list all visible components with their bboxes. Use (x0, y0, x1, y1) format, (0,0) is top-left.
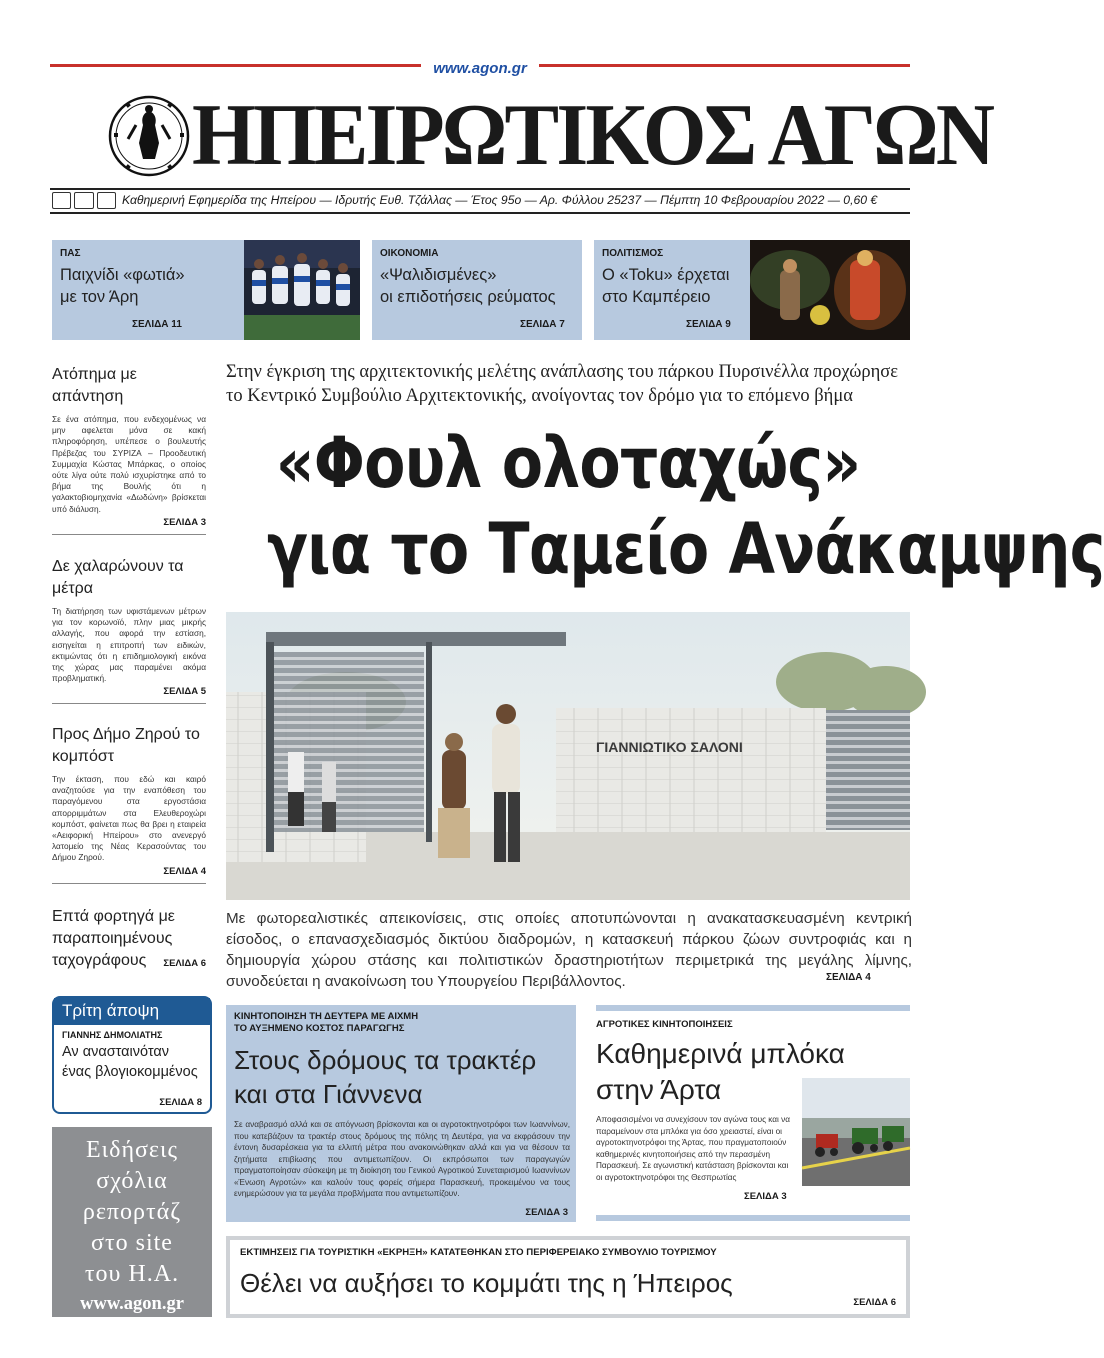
publisher-logo-icon (52, 192, 71, 209)
info-rule-bottom (50, 212, 910, 214)
promo-line: Ειδήσεις (86, 1137, 178, 1163)
teaser-title-line: οι επιδοτήσεις ρεύματος (380, 288, 556, 306)
title-line: Στους δρόμους τα τρακτέρ (234, 1045, 537, 1075)
title-line: και στα Γιάννενα (234, 1079, 423, 1109)
brief-title: Ατόπημα με απάντηση (52, 366, 137, 405)
publisher-logo-icon (97, 192, 116, 209)
brief-title: Προς Δήμο Ζηρού το κομπόστ (52, 726, 200, 765)
third-view-column[interactable] (52, 996, 212, 1114)
brief-text: Σε ένα ατόπημα, που ενδεχομένως να μην αφελεται μόνα σε κακή πληροφόρηση, υπέπεσε ο βουλευτής Πρέβεζας του ΣΥΡΙΖΑ – Προοδευτική Συμμαχία Κώστας Μπάρκας, ο οποίος ούτε λίγα ούτε πολύ ισχυρίστηκε από το βήμα της Βουλής ότι η γαλακτοβιομηχανία «Δωδώνη» βρίσκεται υπό διάλυση. (52, 414, 206, 514)
teaser-culture[interactable] (594, 240, 910, 340)
tourism-page: ΣΕΛΙΔΑ 6 (853, 1297, 896, 1308)
teaser-title-line: με τον Άρη (60, 288, 139, 306)
arta-bottom-bar (596, 1215, 910, 1221)
kicker-line: ΤΟ ΑΥΞΗΜΕΝΟ ΚΟΣΤΟΣ ΠΑΡΑΓΩΓΗΣ (234, 1023, 405, 1034)
site-promo-box[interactable] (52, 1127, 212, 1317)
football-players-photo (244, 240, 360, 340)
issue-info-line: Καθημερινή Εφημερίδα της Ηπείρου — Ιδρυτής Ευθ. Τζάλλας — Έτος 95ο — Αρ. Φύλλου 25237 — Πέμπτη 10 Φεβρουαρίου 2022 — 0,60 € (122, 193, 878, 207)
teaser-page: ΣΕΛΙΔΑ 7 (520, 319, 565, 330)
brief-title: Επτά φορτηγά με παραποιημένους ταχογράφους (52, 908, 175, 969)
photo-sign-text: ΓΙΑΝΝΙΩΤΙΚΟ ΣΑΛΟΝΙ (596, 739, 743, 755)
brief-4[interactable] (52, 906, 206, 969)
brief-page: ΣΕΛΙΔΑ 6 (163, 958, 206, 969)
third-view-title (54, 1040, 210, 1082)
teaser-title (60, 264, 185, 308)
teaser-category: ΠΟΛΙΤΙΣΜΟΣ (602, 248, 664, 259)
brief-page: ΣΕΛΙΔΑ 3 (163, 516, 206, 528)
tractors-title (234, 1043, 536, 1111)
headline-line: «Φουλ ολοταχώς» (275, 422, 861, 504)
arta-kicker: ΑΓΡΟΤΙΚΕΣ ΚΙΝΗΤΟΠΟΙΗΣΕΙΣ (596, 1019, 733, 1030)
main-photo-caption: Με φωτορεαλιστικές απεικονίσεις, στις οποίες αποτυπώνονται η ανακατασκευασμένη κεντρική είσοδος, ο επανασχεδιασμός δικτύου διαδρομών, η κατασκευή πάρκου ζώων συντροφιάς και η δημιουργία χώρου στάσης και πολιτιστικών δραστηριοτήτων περιμετρικά της μεγάλης λίμνης, συνοδεύεται η ανακοίνωση του Υπουργείου Περιβάλλοντος. (226, 910, 912, 990)
promo-url-link[interactable]: www.agon.gr (80, 1294, 184, 1314)
main-headline[interactable] (267, 420, 1104, 592)
title-line: ένας βλογιοκομμένος (62, 1064, 198, 1080)
publisher-logo-icon (74, 192, 93, 209)
arta-top-bar (596, 1005, 910, 1011)
brief-divider (52, 534, 206, 535)
teaser-title (602, 264, 729, 308)
title-line: Αν ανασταινόταν (62, 1044, 170, 1060)
header-url-link[interactable]: www.agon.gr (421, 60, 539, 77)
brief-3[interactable] (52, 724, 206, 884)
tractors-page: ΣΕΛΙΔΑ 3 (525, 1207, 568, 1218)
teaser-title-line: Ο «Toku» έρχεται (602, 266, 730, 284)
teaser-category: ΠΑΣ (60, 248, 81, 259)
tractors-blockade-photo (802, 1078, 910, 1186)
third-view-header: Τρίτη άποψη (54, 998, 210, 1025)
teaser-sports[interactable] (52, 240, 360, 340)
teaser-title-line: «Ψαλιδισμένες» (380, 266, 497, 284)
brief-title: Δε χαλαρώνουν τα μέτρα (52, 558, 184, 597)
teaser-title-line: στο Καμπέρειο (602, 288, 711, 306)
arta-page: ΣΕΛΙΔΑ 3 (744, 1191, 787, 1202)
promo-lines (52, 1135, 212, 1290)
headline-line: για το Ταμείο Ανάκαμψης (267, 508, 1104, 590)
teaser-page: ΣΕΛΙΔΑ 9 (686, 319, 731, 330)
brief-text: Την έκταση, που εδώ και καιρό αναζητούσε για την εναπόθεση του παραγόμενου στα εργοστάσια απορριμμάτων στα Ελευθεροχώρι κομπόστ, φαίνεται πως θα βρει η εταιρεία «Αειφορική Ηπείρου» στο ανενεργό λατομείο της Νέας Κερασούντας του Δήμου Ζηρού. (52, 774, 206, 863)
park-entrance-rendering-photo (226, 612, 910, 900)
title-line: στην Άρτα (596, 1074, 722, 1105)
brief-text: Τη διατήρηση των υφιστάμενων μέτρων για τον κορωνοϊό, πλην μιας μικρής αλλαγής, που αφορά την εστίαση, εισηγείται η επιτροπή των ειδικών, εκτιμώντας ότι η επιδημιολογική εικόνα της χώρας μας παραμένει ακόμα προβληματική. (52, 606, 206, 684)
title-line: Καθημερινά μπλόκα (596, 1038, 845, 1069)
tractors-kicker (234, 1011, 418, 1035)
arta-text: Αποφασισμένοι να συνεχίσουν τον αγώνα τους και να παραμείνουν στα μπλόκα για όσο χρειαστεί, είναι οι αγροτοκτηνοτρόφοι της Άρτας, που πραγματοποιούν καθημερινές κινητοποιήσεις από την περασμένη Παρασκευή. Σε αγωνιστική κατάσταση βρίσκονται και οι αγροτοκτηνοτρόφοι της Θεσπρωτίας (596, 1115, 790, 1182)
brief-page: ΣΕΛΙΔΑ 5 (163, 686, 206, 698)
brief-divider (52, 703, 206, 704)
publisher-logos (52, 192, 116, 209)
info-rule-top (50, 188, 910, 190)
promo-line: στο site (91, 1230, 173, 1256)
brief-divider (52, 883, 206, 884)
tourism-kicker: ΕΚΤΙΜΗΣΕΙΣ ΓΙΑ ΤΟΥΡΙΣΤΙΚΗ «ΕΚΡΗΞΗ» ΚΑΤΑΤΕΘΗΚΑΝ ΣΤΟ ΠΕΡΙΦΕΡΕΙΑΚΟ ΣΥΜΒΟΥΛΙΟ ΤΟΥΡΙΣΜΟΥ (240, 1247, 717, 1258)
third-view-page: ΣΕΛΙΔΑ 8 (159, 1097, 202, 1108)
promo-line: του Η.Α. (84, 1261, 180, 1287)
brief-2[interactable] (52, 556, 206, 704)
teaser-title-line: Παιχνίδι «φωτιά» (60, 266, 185, 284)
teaser-category: ΟΙΚΟΝΟΜΙΑ (380, 248, 439, 259)
main-page: ΣΕΛΙΔΑ 4 (826, 972, 871, 983)
teaser-title (380, 264, 556, 308)
theater-performance-photo (750, 240, 910, 340)
tractors-story[interactable] (226, 1005, 576, 1222)
header-url (0, 60, 960, 78)
tourism-story[interactable] (226, 1236, 910, 1318)
masthead-title: ΗΠΕΙΡΩΤΙΚΟΣ ΑΓΩΝ (192, 87, 993, 184)
main-intro: Στην έγκριση της αρχιτεκτονικής μελέτης ανάπλασης του πάρκου Πυρσινέλλα προχώρησε το Κεντρικό Συμβούλιο Αρχιτεκτονικής, ανοίγοντας τον δρόμο για το επόμενο βήμα (226, 362, 899, 406)
tourism-title: Θέλει να αυξήσει το κομμάτι της η Ήπειρος (240, 1268, 733, 1298)
brief-page: ΣΕΛΙΔΑ 4 (163, 865, 206, 877)
teaser-economy[interactable] (372, 240, 582, 340)
brief-1[interactable] (52, 364, 206, 535)
kicker-line: ΚΙΝΗΤΟΠΟΙΗΣΗ ΤΗ ΔΕΥΤΕΡΑ ΜΕ ΑΙΧΜΗ (234, 1011, 419, 1022)
teaser-page: ΣΕΛΙΔΑ 11 (132, 319, 182, 330)
seal-logo-icon (108, 95, 190, 177)
promo-line: σχόλια (96, 1168, 168, 1194)
promo-line: ρεπορτάζ (82, 1199, 182, 1225)
tractors-text: Σε αναβρασμό αλλά και σε απόγνωση βρίσκονται και οι αγροτοκτηνοτρόφοι των Ιωαννίνων, που κατεβάζουν τα τρακτέρ στους δρόμους της πόλης τη Δευτέρα, για να εκφράσουν την έντονη δυσαρέσκεια για τα ελλιπή μέτρα που ανακοινώθηκαν αλλά και για να θέσουν τα ζητήματα επιβίωσης που αντιμετωπίζουν. Οι εκπρόσωποι των παραγωγών πραγματοποίησαν σύσκεψη με τη διοίκηση του Γενικού Αγροτικού Συνεταιρισμού Ιωαννίνων «Ένωση Αγροτών» και καλούν τους φορείς σήμερα Παρασκευή, προκειμένου να τους ενημερώσουν για τα μεγάλα προβλήματα που αντιμετωπίζουν. (234, 1120, 570, 1198)
third-view-author: ΓΙΑΝΝΗΣ ΔΗΜΟΛΙΑΤΗΣ (62, 1030, 163, 1040)
